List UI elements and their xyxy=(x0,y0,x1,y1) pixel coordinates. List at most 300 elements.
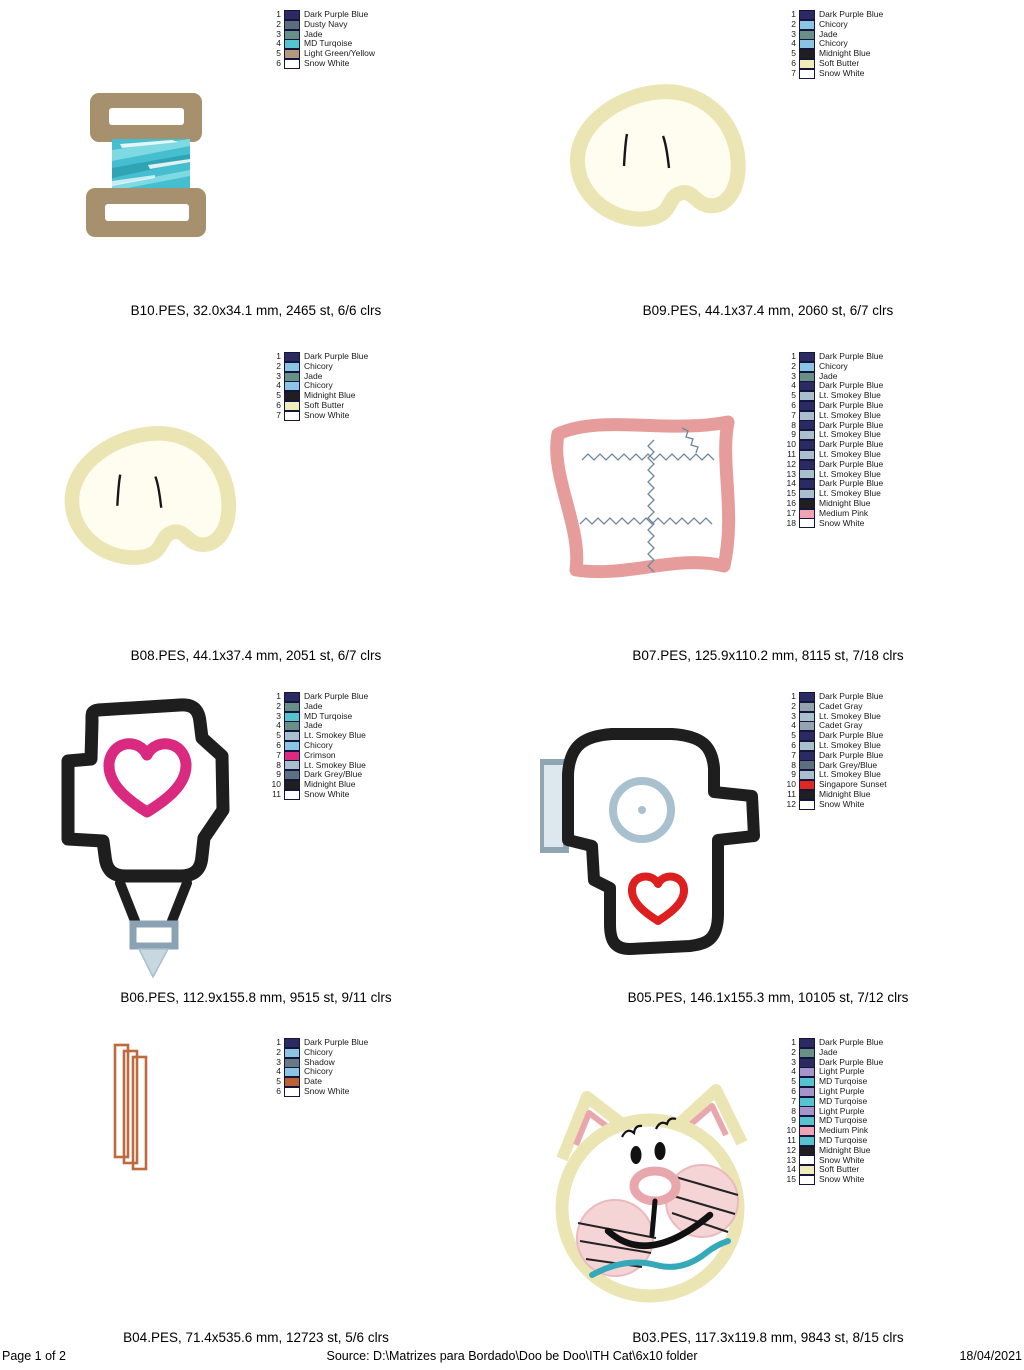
legend-color-swatch xyxy=(799,1126,815,1136)
legend-color-swatch xyxy=(284,401,300,411)
legend-color-swatch xyxy=(799,411,815,421)
legend-number: 2 xyxy=(276,360,281,371)
design-caption-b10: B10.PES, 32.0x34.1 mm, 2465 st, 6/6 clrs xyxy=(130,303,382,318)
cat-nose xyxy=(634,1171,676,1201)
legend-color-name: MD Turqoise xyxy=(304,38,353,49)
legend-color-name: Dark Purple Blue xyxy=(819,478,884,489)
legend-number: 7 xyxy=(276,409,281,420)
legend-color-name: Lt. Smokey Blue xyxy=(819,409,881,420)
legend-color-name: Chicory xyxy=(304,739,333,750)
legend-row xyxy=(268,411,368,421)
legend-color-swatch xyxy=(799,372,815,382)
legend-color-name: Jade xyxy=(819,28,838,39)
legend-number: 3 xyxy=(276,710,281,721)
design-caption-b07: B07.PES, 125.9x110.2 mm, 8115 st, 7/18 clrs xyxy=(632,648,904,663)
legend-color-swatch xyxy=(284,372,300,382)
legend-number: 14 xyxy=(786,1164,796,1175)
legend-number: 7 xyxy=(791,1095,796,1106)
pushpin-graphic xyxy=(30,693,250,978)
legend-row xyxy=(783,1175,883,1185)
legend-number: 6 xyxy=(791,399,796,410)
legend-color-name: Jade xyxy=(304,370,323,381)
legend-color-swatch xyxy=(284,1087,300,1097)
legend-color-name: Chicory xyxy=(304,1066,333,1077)
legend-number: 10 xyxy=(786,1125,796,1136)
legend-color-name: Snow White xyxy=(819,1154,865,1165)
legend-color-swatch xyxy=(284,30,300,40)
legend-number: 6 xyxy=(791,57,796,68)
legend-number: 5 xyxy=(276,1076,281,1087)
legend-color-swatch xyxy=(284,790,300,800)
legend-number: 6 xyxy=(276,739,281,750)
legend-color-swatch xyxy=(799,518,815,528)
legend-color-name: Dark Purple Blue xyxy=(819,439,884,450)
legend-color-name: Lt. Smokey Blue xyxy=(304,759,366,770)
legend-color-swatch xyxy=(799,692,815,702)
legend-number: 5 xyxy=(791,1076,796,1087)
paw-outline xyxy=(577,92,738,219)
legend-color-name: Lt. Smokey Blue xyxy=(819,468,881,479)
legend-color-swatch xyxy=(799,352,815,362)
legend-color-swatch xyxy=(799,800,815,810)
legend-color-name: Dusty Navy xyxy=(304,18,348,29)
legend-number: 5 xyxy=(276,730,281,741)
legend-color-swatch xyxy=(284,702,300,712)
design-caption-b04: B04.PES, 71.4x535.6 mm, 12723 st, 5/6 clrs xyxy=(123,1330,389,1345)
legend-color-swatch xyxy=(799,30,815,40)
legend-number: 2 xyxy=(276,1046,281,1057)
legend-number: 4 xyxy=(791,38,796,49)
legend-color-swatch xyxy=(799,702,815,712)
legend-color-name: Snow White xyxy=(304,1085,350,1096)
design-thumbnail-b04 xyxy=(112,1043,167,1175)
legend-color-name: Light Purple xyxy=(819,1085,865,1096)
legend-number: 8 xyxy=(791,759,796,770)
legend-color-swatch xyxy=(799,460,815,470)
legend-color-name: Snow White xyxy=(304,788,350,799)
legend-color-swatch xyxy=(284,712,300,722)
legend-color-name: Snow White xyxy=(819,67,865,78)
legend-color-name: Snow White xyxy=(819,798,865,809)
legend-color-swatch xyxy=(799,1136,815,1146)
legend-number: 5 xyxy=(791,730,796,741)
pushpin-neck-right xyxy=(172,883,187,921)
design-thumbnail-b05 xyxy=(540,722,765,962)
design-thumbnail-b07 xyxy=(532,400,757,600)
design-cell-b06 xyxy=(0,675,512,1020)
legend-number: 6 xyxy=(276,1085,281,1096)
legend-color-swatch xyxy=(799,1038,815,1048)
legend-color-name: Light Purple xyxy=(819,1105,865,1116)
legend-color-swatch xyxy=(284,352,300,362)
legend-number: 11 xyxy=(787,448,796,459)
legend-color-name: Lt. Smokey Blue xyxy=(819,710,881,721)
legend-number: 6 xyxy=(791,739,796,750)
legend-color-swatch xyxy=(284,391,300,401)
legend-color-name: MD Turqoise xyxy=(819,1115,868,1126)
legend-row xyxy=(783,800,887,810)
legend-number: 3 xyxy=(791,370,796,381)
cat-eye-left xyxy=(631,1146,642,1164)
legend-color-name: Chicory xyxy=(304,1046,333,1057)
legend-number: 5 xyxy=(276,390,281,401)
legend-number: 6 xyxy=(276,57,281,68)
color-legend-b03 xyxy=(783,1038,883,1185)
cream-paw-graphic xyxy=(50,420,250,620)
legend-color-name: Soft Butter xyxy=(819,57,860,68)
legend-color-swatch xyxy=(799,59,815,69)
legend-color-swatch xyxy=(284,381,300,391)
legend-number: 2 xyxy=(791,18,796,29)
legend-color-swatch xyxy=(799,1048,815,1058)
legend-color-swatch xyxy=(799,790,815,800)
body-graphic xyxy=(540,722,765,962)
legend-row xyxy=(783,519,883,529)
legend-color-name: Dark Purple Blue xyxy=(819,749,884,760)
legend-color-swatch xyxy=(799,381,815,391)
legend-color-swatch xyxy=(799,760,815,770)
legend-color-name: Lt. Smokey Blue xyxy=(819,429,881,440)
legend-color-swatch xyxy=(799,1067,815,1077)
legend-color-name: Jade xyxy=(819,370,838,381)
legend-color-name: Snow White xyxy=(304,409,350,420)
legend-number: 4 xyxy=(276,1066,281,1077)
legend-number: 4 xyxy=(276,380,281,391)
legend-color-swatch xyxy=(799,49,815,59)
legend-number: 1 xyxy=(791,9,796,19)
legend-color-name: Shadow xyxy=(304,1056,335,1067)
legend-color-name: Dark Purple Blue xyxy=(304,691,369,701)
legend-color-name: MD Turqoise xyxy=(304,710,353,721)
legend-color-name: Dark Purple Blue xyxy=(819,458,884,469)
legend-color-swatch xyxy=(284,10,300,20)
legend-color-name: Cadet Gray xyxy=(819,720,863,731)
legend-number: 4 xyxy=(791,1066,796,1077)
legend-color-swatch xyxy=(799,1097,815,1107)
legend-number: 4 xyxy=(276,38,281,49)
legend-color-name: Lt. Smokey Blue xyxy=(304,730,366,741)
color-legend-b09 xyxy=(783,10,883,79)
paw-outline xyxy=(72,433,229,557)
legend-color-name: Chicory xyxy=(304,380,333,391)
legend-number: 3 xyxy=(791,710,796,721)
legend-color-swatch xyxy=(799,440,815,450)
legend-number: 5 xyxy=(791,48,796,59)
design-thumbnail-b10 xyxy=(60,88,230,238)
legend-color-swatch xyxy=(799,770,815,780)
legend-number: 2 xyxy=(276,700,281,711)
legend-number: 2 xyxy=(791,360,796,371)
legend-color-name: Dark Purple Blue xyxy=(819,691,884,701)
legend-color-name: MD Turqoise xyxy=(819,1076,868,1087)
legend-color-name: Snow White xyxy=(304,57,350,68)
legend-number: 9 xyxy=(791,1115,796,1126)
design-thumbnail-b06 xyxy=(30,693,250,978)
legend-color-name: Lt. Smokey Blue xyxy=(819,739,881,750)
legend-color-name: Light Green/Yellow xyxy=(304,48,376,59)
legend-color-name: MD Turqoise xyxy=(819,1095,868,1106)
legend-color-swatch xyxy=(799,1165,815,1175)
legend-color-swatch xyxy=(799,509,815,519)
legend-color-name: Crimson xyxy=(304,749,336,760)
legend-number: 3 xyxy=(791,28,796,39)
legend-color-swatch xyxy=(799,489,815,499)
legend-number: 4 xyxy=(791,380,796,391)
legend-number: 16 xyxy=(786,497,796,508)
legend-color-name: Midnight Blue xyxy=(819,48,871,59)
legend-number: 6 xyxy=(276,399,281,410)
legend-number: 7 xyxy=(791,749,796,760)
legend-color-name: Dark Purple Blue xyxy=(819,380,884,391)
legend-number: 3 xyxy=(276,1056,281,1067)
legend-number: 7 xyxy=(276,749,281,760)
legend-number: 8 xyxy=(791,1105,796,1116)
legend-color-name: Chicory xyxy=(819,38,848,49)
legend-color-swatch xyxy=(799,731,815,741)
legend-color-swatch xyxy=(284,362,300,372)
legend-color-name: Jade xyxy=(304,720,323,731)
design-thumbnail-b08 xyxy=(50,420,250,620)
legend-color-swatch xyxy=(799,780,815,790)
color-legend-b10 xyxy=(268,10,375,69)
legend-number: 4 xyxy=(276,720,281,731)
legend-number: 12 xyxy=(786,1144,796,1155)
legend-row xyxy=(783,69,883,79)
legend-color-name: Medium Pink xyxy=(819,507,869,518)
legend-number: 3 xyxy=(276,370,281,381)
legend-color-name: Jade xyxy=(819,1046,838,1057)
legend-color-name: MD Turqoise xyxy=(819,1134,868,1145)
legend-number: 7 xyxy=(791,409,796,420)
footer-source-path: Source: D:\Matrizes para Bordado\Doo be Doo\ITH Cat\6x10 folder xyxy=(326,1349,698,1363)
legend-color-name: Lt. Smokey Blue xyxy=(819,390,881,401)
legend-color-name: Jade xyxy=(304,28,323,39)
eye-circle-dot xyxy=(638,806,646,814)
legend-color-swatch xyxy=(799,721,815,731)
rect-frame-1 xyxy=(115,1045,128,1157)
legend-color-swatch xyxy=(799,1116,815,1126)
legend-number: 2 xyxy=(791,1046,796,1057)
legend-color-name: Medium Pink xyxy=(819,1125,869,1136)
legend-color-swatch xyxy=(284,59,300,69)
legend-color-swatch xyxy=(799,741,815,751)
legend-color-name: Dark Purple Blue xyxy=(304,1037,369,1047)
legend-color-name: Snow White xyxy=(819,517,865,528)
legend-color-swatch xyxy=(799,1087,815,1097)
legend-color-name: Dark Purple Blue xyxy=(304,9,369,19)
legend-color-name: Midnight Blue xyxy=(819,1144,871,1155)
legend-color-name: Dark Purple Blue xyxy=(819,351,884,361)
legend-color-swatch xyxy=(799,362,815,372)
legend-color-swatch xyxy=(284,741,300,751)
legend-number: 8 xyxy=(791,419,796,430)
legend-color-name: Midnight Blue xyxy=(304,390,356,401)
legend-number: 9 xyxy=(276,769,281,780)
legend-color-name: Soft Butter xyxy=(819,1164,860,1175)
legend-color-swatch xyxy=(799,430,815,440)
thread-spool-graphic xyxy=(60,88,230,238)
legend-color-name: Cadet Gray xyxy=(819,700,863,711)
legend-color-name: Lt. Smokey Blue xyxy=(819,769,881,780)
design-caption-b08: B08.PES, 44.1x37.4 mm, 2051 st, 6/7 clrs xyxy=(130,648,382,663)
legend-color-swatch xyxy=(284,1048,300,1058)
legend-number: 4 xyxy=(791,720,796,731)
legend-number: 10 xyxy=(786,779,796,790)
legend-number: 11 xyxy=(787,1134,796,1145)
legend-color-name: Dark Purple Blue xyxy=(819,399,884,410)
design-cell-b03 xyxy=(512,1020,1024,1345)
legend-color-swatch xyxy=(799,69,815,79)
legend-color-swatch xyxy=(799,1155,815,1165)
legend-color-swatch xyxy=(284,20,300,30)
color-legend-b07 xyxy=(783,352,883,528)
legend-number: 1 xyxy=(276,351,281,361)
legend-color-swatch xyxy=(799,10,815,20)
design-cell-b10 xyxy=(0,0,512,330)
footer-page-number: Page 1 of 2 xyxy=(2,1349,66,1363)
legend-color-name: Chicory xyxy=(819,18,848,29)
legend-color-name: Dark Grey/Blue xyxy=(819,759,878,770)
legend-color-name: Dark Purple Blue xyxy=(819,9,884,19)
cat-eye-right xyxy=(655,1142,666,1160)
design-caption-b05: B05.PES, 146.1x155.3 mm, 10105 st, 7/12 clrs xyxy=(627,990,909,1005)
legend-number: 9 xyxy=(791,429,796,440)
design-thumbnail-b03 xyxy=(530,1083,770,1308)
legend-number: 1 xyxy=(791,1037,796,1047)
cat-face-graphic xyxy=(530,1083,770,1308)
legend-color-swatch xyxy=(284,692,300,702)
legend-number: 11 xyxy=(272,788,281,799)
legend-color-swatch xyxy=(284,1067,300,1077)
legend-number: 3 xyxy=(791,1056,796,1067)
legend-number: 3 xyxy=(276,28,281,39)
legend-color-swatch xyxy=(284,780,300,790)
design-cell-b09 xyxy=(512,0,1024,330)
color-legend-b08 xyxy=(268,352,368,421)
legend-color-swatch xyxy=(799,39,815,49)
stitched-patch-graphic xyxy=(532,400,757,600)
legend-color-swatch xyxy=(799,751,815,761)
legend-number: 12 xyxy=(786,798,796,809)
legend-color-swatch xyxy=(284,731,300,741)
legend-color-name: Light Purple xyxy=(819,1066,865,1077)
legend-color-swatch xyxy=(799,420,815,430)
legend-color-name: Midnight Blue xyxy=(819,788,871,799)
design-caption-b06: B06.PES, 112.9x155.8 mm, 9515 st, 9/11 clrs xyxy=(120,990,392,1005)
legend-color-name: Lt. Smokey Blue xyxy=(819,448,881,459)
page-footer xyxy=(0,1349,1024,1369)
legend-number: 13 xyxy=(786,1154,796,1165)
legend-color-swatch xyxy=(284,49,300,59)
legend-color-name: Chicory xyxy=(304,360,333,371)
design-cell-b05 xyxy=(512,675,1024,1020)
legend-color-swatch xyxy=(799,1058,815,1068)
legend-color-swatch xyxy=(284,770,300,780)
legend-number: 11 xyxy=(787,788,796,799)
legend-number: 13 xyxy=(786,468,796,479)
design-cell-b04 xyxy=(0,1020,512,1345)
legend-number: 1 xyxy=(276,1037,281,1047)
design-caption-b09: B09.PES, 44.1x37.4 mm, 2060 st, 6/7 clrs xyxy=(642,303,894,318)
cat-mouth-stem xyxy=(652,1201,655,1235)
pushpin-neck-left xyxy=(120,883,135,921)
design-cell-b08 xyxy=(0,330,512,675)
legend-number: 2 xyxy=(791,700,796,711)
legend-number: 5 xyxy=(791,390,796,401)
legend-color-name: Chicory xyxy=(819,360,848,371)
legend-color-swatch xyxy=(284,1058,300,1068)
legend-number: 2 xyxy=(276,18,281,29)
legend-number: 15 xyxy=(786,1174,796,1185)
legend-number: 10 xyxy=(786,439,796,450)
legend-color-swatch xyxy=(799,499,815,509)
footer-date: 18/04/2021 xyxy=(959,1349,1022,1363)
legend-color-swatch xyxy=(284,1077,300,1087)
legend-number: 1 xyxy=(276,9,281,19)
legend-color-swatch xyxy=(799,391,815,401)
color-legend-b04 xyxy=(268,1038,368,1097)
legend-color-name: Singapore Sunset xyxy=(819,779,887,790)
legend-number: 1 xyxy=(276,691,281,701)
legend-color-swatch xyxy=(799,469,815,479)
pushpin-collar xyxy=(133,924,175,946)
legend-color-swatch xyxy=(284,411,300,421)
legend-color-swatch xyxy=(799,1077,815,1087)
legend-color-name: Dark Purple Blue xyxy=(819,1056,884,1067)
design-caption-b03: B03.PES, 117.3x119.8 mm, 9843 st, 8/15 clrs xyxy=(632,1330,904,1345)
legend-color-swatch xyxy=(799,450,815,460)
legend-number: 10 xyxy=(271,779,281,790)
legend-number: 1 xyxy=(791,351,796,361)
legend-number: 18 xyxy=(786,517,796,528)
legend-row xyxy=(268,790,368,800)
legend-color-swatch xyxy=(799,1146,815,1156)
legend-color-swatch xyxy=(284,39,300,49)
pushpin-spike xyxy=(139,949,168,977)
legend-color-name: Soft Butter xyxy=(304,399,345,410)
design-thumbnail-b09 xyxy=(555,78,760,288)
legend-color-name: Lt. Smokey Blue xyxy=(819,488,881,499)
legend-color-swatch xyxy=(799,401,815,411)
legend-color-swatch xyxy=(799,479,815,489)
legend-number: 14 xyxy=(786,478,796,489)
legend-color-name: Date xyxy=(304,1076,322,1087)
design-cell-b07 xyxy=(512,330,1024,675)
legend-number: 9 xyxy=(791,769,796,780)
legend-row xyxy=(268,1087,368,1097)
legend-color-name: Midnight Blue xyxy=(304,779,356,790)
rect-frame-3 xyxy=(133,1057,146,1169)
legend-color-name: Midnight Blue xyxy=(819,497,871,508)
legend-color-swatch xyxy=(284,721,300,731)
color-legend-b05 xyxy=(783,692,887,810)
legend-color-name: Dark Purple Blue xyxy=(819,730,884,741)
legend-color-name: Jade xyxy=(304,700,323,711)
legend-number: 5 xyxy=(276,48,281,59)
legend-number: 15 xyxy=(786,488,796,499)
legend-color-swatch xyxy=(799,712,815,722)
legend-number: 17 xyxy=(786,507,796,518)
color-legend-b06 xyxy=(268,692,368,800)
legend-color-name: Snow White xyxy=(819,1174,865,1185)
legend-color-swatch xyxy=(284,760,300,770)
legend-number: 12 xyxy=(786,458,796,469)
thin-rectangles-graphic xyxy=(112,1043,167,1175)
legend-color-swatch xyxy=(799,1106,815,1116)
legend-number: 6 xyxy=(791,1085,796,1096)
legend-row xyxy=(268,59,375,69)
legend-color-name: Dark Grey/Blue xyxy=(304,769,363,780)
